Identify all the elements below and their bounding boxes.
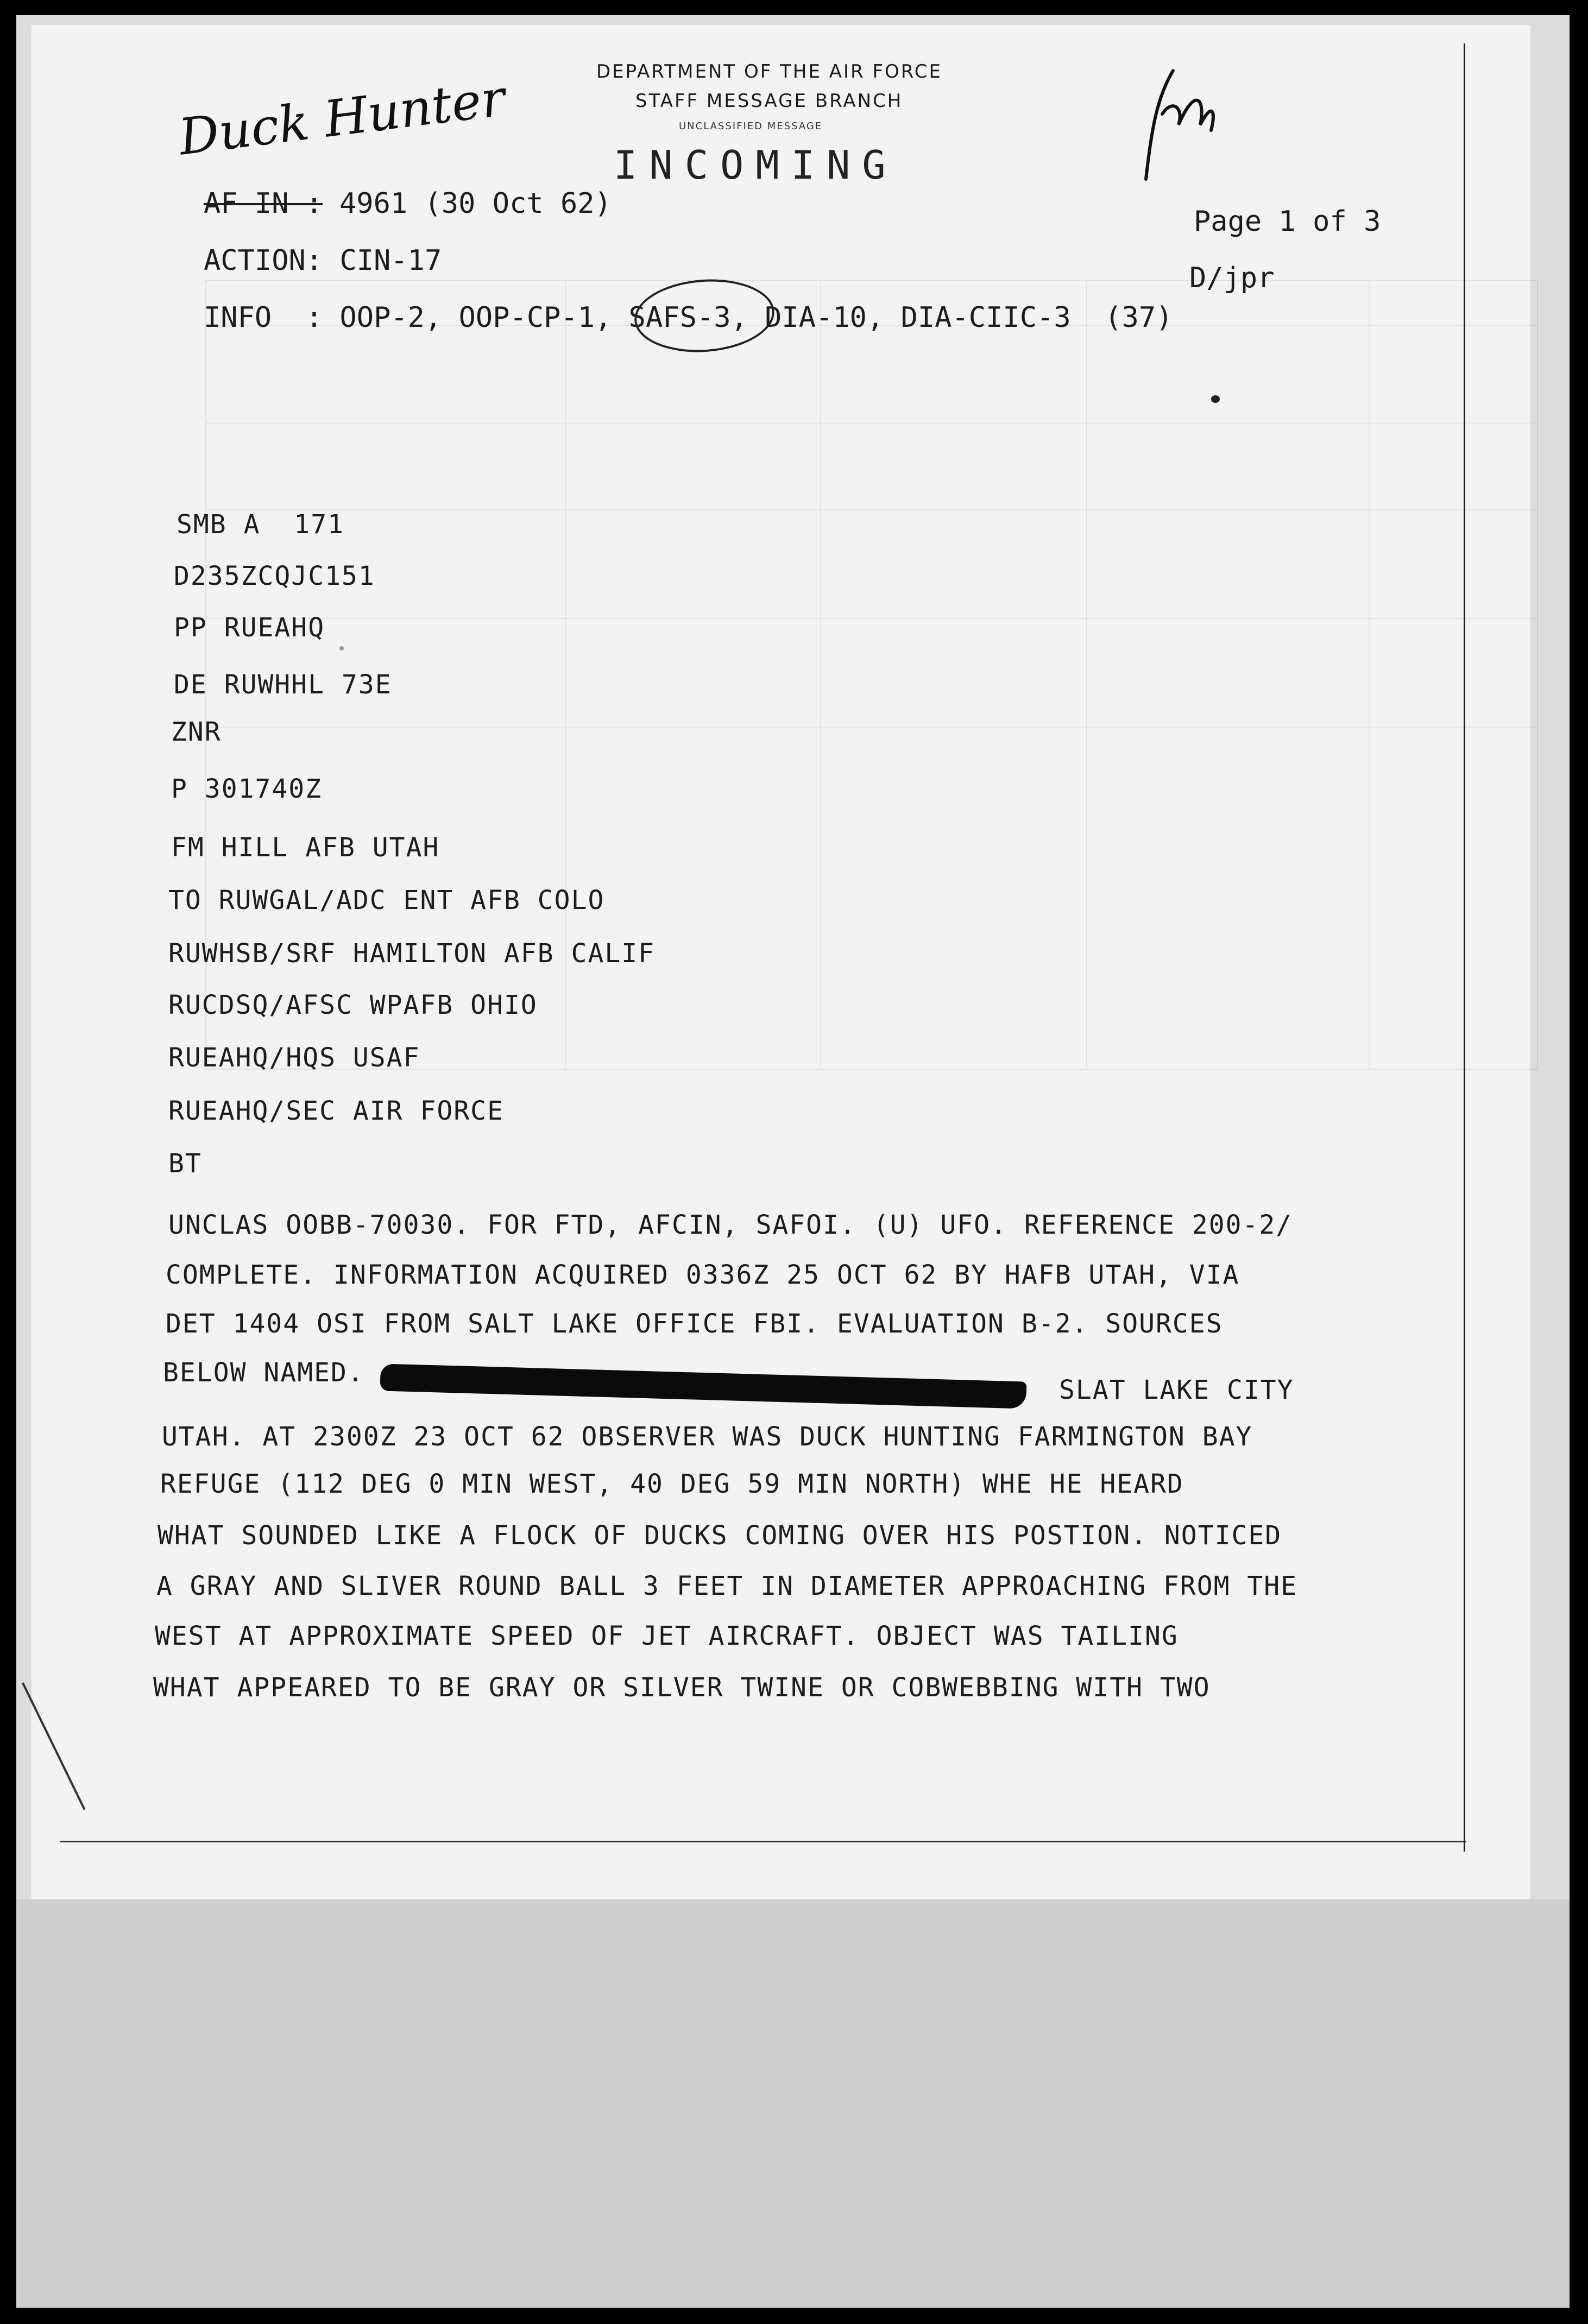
tt-line: DE RUWHHL 73E [174,670,392,700]
body-line: DET 1404 OSI FROM SALT LAKE OFFICE FBI. EVALUATION B-2. SOURCES [166,1309,1223,1339]
header-department: DEPARTMENT OF THE AIR FORCE [596,61,942,83]
page-initials: D/jpr [1189,262,1275,294]
tt-line: SMB A 171 [177,509,344,540]
tt-line: PP RUEAHQ [174,612,325,643]
tt-line: BT [168,1148,202,1179]
header-branch: STAFF MESSAGE BRANCH [635,90,903,112]
sheet-edge-bottom [60,1841,1466,1842]
sheet-edge-right [1464,43,1465,1852]
body-line: BELOW NAMED. [163,1357,364,1388]
info-line: INFO : OOP-2, OOP-CP-1, SAFS-3, DIA-10, DIA-CIIC-3 (37) [204,301,1173,334]
af-in-label: AF IN : [204,187,323,220]
tt-line: RUEAHQ/SEC AIR FORCE [168,1096,504,1126]
body-line: WHAT APPEARED TO BE GRAY OR SILVER TWINE OR COBWEBBING WITH TWO [153,1672,1211,1703]
tt-line: ZNR [171,717,222,747]
header-incoming: INCOMING [614,142,898,188]
action-line: ACTION: CIN-17 [204,244,442,277]
tt-line: P 301740Z [171,774,323,804]
page-number: Page 1 of 3 [1194,205,1381,238]
tt-line: D235ZCQJC151 [174,561,375,591]
tt-line: TO RUWGAL/ADC ENT AFB COLO [168,885,605,915]
handwritten-title: Duck Hunter [175,68,508,167]
body-line: UTAH. AT 2300Z 23 OCT 62 OBSERVER WAS DUCK HUNTING FARMINGTON BAY [162,1422,1253,1452]
af-in-value: 4961 (30 Oct 62) [339,187,612,220]
body-line: WEST AT APPROXIMATE SPEED OF JET AIRCRAFT. OBJECT WAS TAILING [155,1621,1179,1651]
body-line: WHAT SOUNDED LIKE A FLOCK OF DUCKS COMING OVER HIS POSTION. NOTICED [157,1520,1282,1551]
tt-line: RUWHSB/SRF HAMILTON AFB CALIF [168,938,656,969]
tt-line: FM HILL AFB UTAH [171,832,440,863]
ink-speck [1211,395,1220,403]
header-classification: UNCLASSIFIED MESSAGE [679,121,823,132]
tt-line: RUEAHQ/HQS USAF [168,1043,420,1073]
ink-speck [339,646,344,651]
body-line: COMPLETE. INFORMATION ACQUIRED 0336Z 25 OCT 62 BY HAFB UTAH, VIA [166,1260,1240,1290]
tt-line: RUCDSQ/AFSC WPAFB OHIO [168,990,538,1020]
body-line: REFUGE (112 DEG 0 MIN WEST, 40 DEG 59 MIN NORTH) WHE HE HEARD [160,1469,1184,1499]
scan-lower-band [16,1899,1570,2308]
body-line: A GRAY AND SLIVER ROUND BALL 3 FEET IN DIAMETER APPROACHING FROM THE [156,1571,1298,1601]
redaction-tail: SLAT LAKE CITY [1059,1375,1294,1405]
handwritten-signature [1135,65,1222,190]
body-line: UNCLAS OOBB-70030. FOR FTD, AFCIN, SAFOI. (U) UFO. REFERENCE 200-2/ [168,1210,1293,1240]
